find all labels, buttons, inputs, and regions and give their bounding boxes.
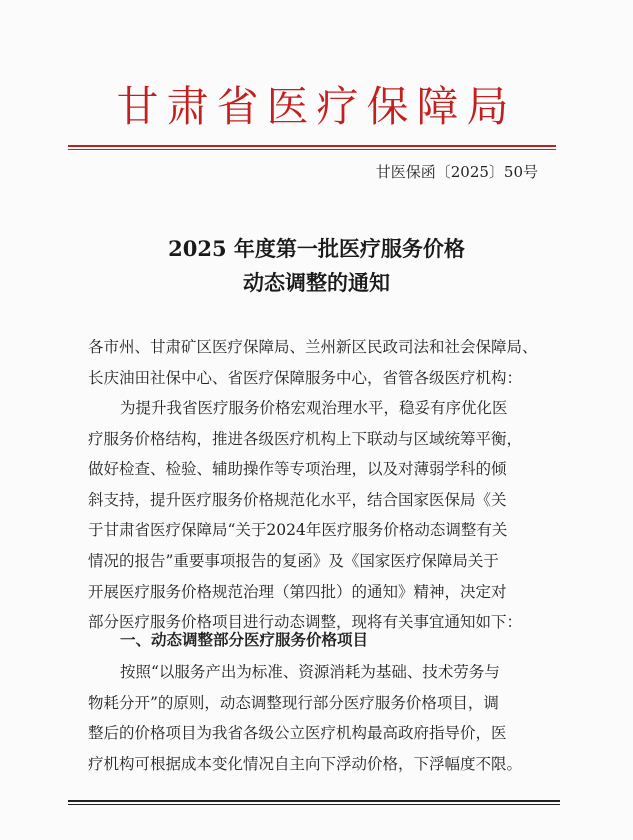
paragraph-intro — [88, 393, 548, 638]
header-red-rule — [68, 145, 556, 147]
paragraph-line: 整后的价格项目为我省各级公立医疗机构最高政府指导价，医 — [88, 724, 507, 743]
section-heading: 一、动态调整部分医疗服务价格项目 — [120, 631, 369, 649]
header-red-rule-thin — [68, 149, 556, 150]
paragraph-line: 疗机构可根据成本变化情况自主向下浮动价格，下浮幅度不限。 — [88, 754, 523, 773]
issuing-organization-header: 甘肃省医疗保障局 — [116, 82, 517, 131]
paragraph-line: 于甘肃省医疗保障局“关于2024年医疗服务价格动态调整有关 — [88, 521, 508, 540]
document-title-line-2: 动态调整的通知 — [243, 270, 390, 295]
paragraph-line: 疗服务价格结构，推进各级医疗机构上下联动与区域统筹平衡， — [88, 429, 523, 448]
document-number: 甘医保函〔2025〕50号 — [375, 163, 538, 181]
addressee-block — [88, 332, 548, 393]
paragraph-line: 物耗分开”的原则，动态调整现行部分医疗服务价格项目，调 — [88, 693, 499, 712]
addressee-line: 各市州、甘肃矿区医疗保障局、兰州新区民政司法和社会保障局、 — [88, 338, 538, 356]
footer-rule — [68, 800, 560, 802]
document-title-line-1: 2025 年度第一批医疗服务价格 — [168, 236, 465, 261]
paragraph-section-1 — [88, 657, 548, 779]
paragraph-line: 为提升我省医疗服务价格宏观治理水平，稳妥有序优化医 — [120, 399, 508, 417]
paragraph-line: 开展医疗服务价格规范治理（第四批）的通知》精神，决定对 — [88, 582, 507, 601]
footer-rule-thin — [68, 804, 560, 805]
addressee-line: 长庆油田社保中心、省医疗保障服务中心，省管各级医疗机构： — [88, 368, 523, 387]
paragraph-line: 情况的报告”重要事项报告的复函》及《国家医疗保障局关于 — [88, 551, 499, 570]
paragraph-line: 部分医疗服务价格项目进行动态调整，现将有关事宜通知如下： — [88, 613, 523, 632]
paragraph-line: 做好检查、检验、辅助操作等专项治理，以及对薄弱学科的倾 — [88, 460, 507, 479]
section-1 — [88, 625, 548, 656]
paragraph-line: 按照“以服务产出为标准、资源消耗为基础、技术劳务与 — [120, 663, 500, 681]
paragraph-line: 斜支持，提升医疗服务价格规范化水平，结合国家医保局《关 — [88, 490, 507, 509]
